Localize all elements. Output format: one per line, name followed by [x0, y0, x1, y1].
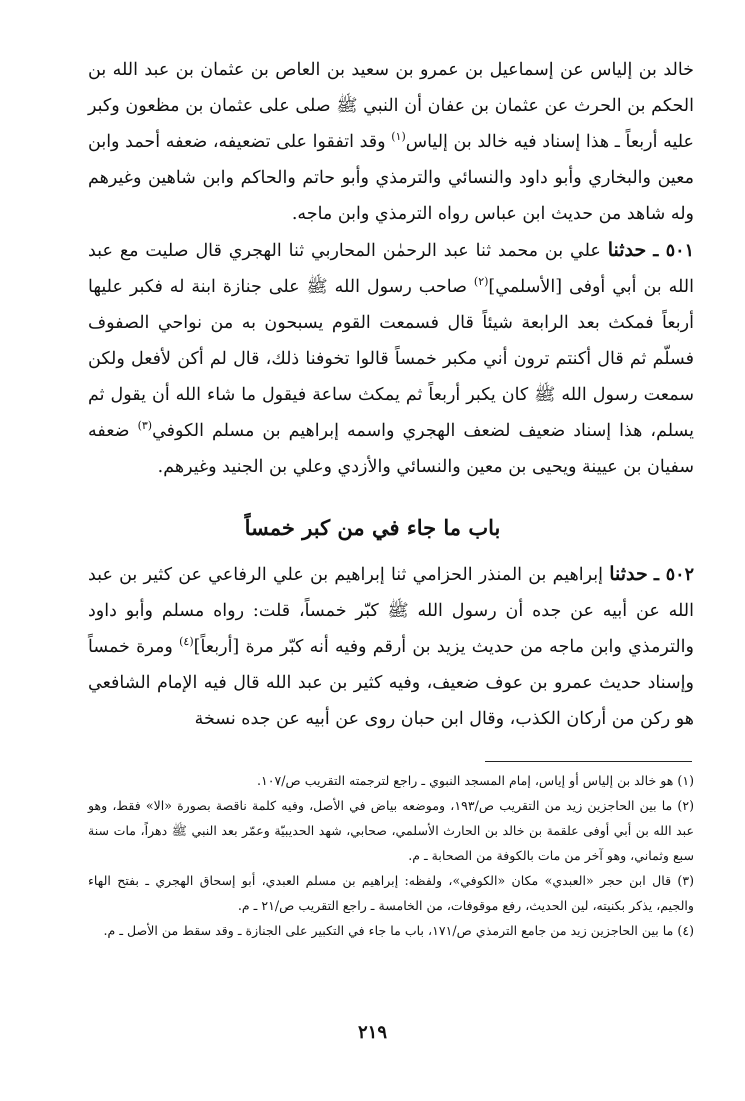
hadith-opening: حدثنا — [609, 563, 648, 585]
footnote-ref-3[interactable]: (٣) — [137, 419, 153, 433]
footnote-4: (٤) ما بين الحاجزين زيد من جامع الترمذي ص/١٧١، باب ما جاء في التكبير على الجنازة ـ وقد سقط من الأصل ـ م. — [103, 923, 694, 938]
footnote-divider — [485, 761, 692, 762]
paragraph-text: وقد اتفقوا على تضعيفه، ضعفه أحمد وابن معين والبخاري وأبو داود والنسائي والترمذي وأبو حاتم والحاكم وابن شاهين وغيرهم وله شاهد من حديث ابن عباس رواه الترمذي وابن ماجه. — [88, 132, 694, 224]
hadith-text: إبراهيم بن المنذر الحزامي ثنا إبراهيم بن علي الرفاعي عن كثير بن عبد الله عن أبيه عن جده أن رسول الله ﷺ كبّر خمساً، قلت: رواه مسلم وأبو داود والترمذي وابن ماجه من حديث يزيد بن أرقم وفيه أنه كبّر مرة [أربعاً] — [88, 565, 694, 657]
footnotes — [88, 768, 694, 943]
hadith-number: ٥٠٢ ـ — [653, 565, 694, 585]
footnote-2: (٢) ما بين الحاجزين زيد من التقريب ص/١٩٣، وموضعه بياض في الأصل، وفيه كلمة ناقصة بصورة «الا» فقط، وهو عبد الله بن أبي أوفى علقمة بن خالد بن الحارث الأسلمي، صحابي، شهد الحديبيّة وعمّر بعد النبي ﷺ دهراً، مات سنة سبع وثماني، وهو آخر من مات بالكوفة من الصحابة ـ م. — [88, 798, 694, 863]
hadith-text: ضعفه سفيان بن عيينة ويحيى بن معين والنسائي والأزدي وعلي بن الجنيد وغيرهم. — [88, 421, 694, 477]
paragraph-continuation — [88, 52, 694, 232]
chapter-heading: باب ما جاء في من كبر خمساً — [244, 515, 501, 540]
paragraph-text: خالد بن إلياس عن إسماعيل بن عمرو بن سعيد بن العاص بن عثمان بن عبد الله بن الحكم بن الحرث عن عثمان بن عفان أن النبي ﷺ صلى على عثمان بن مظعون وكبر عليه أربعاً ـ هذا إسناد فيه خالد بن إلياس — [88, 60, 694, 152]
hadith-text: صاحب رسول الله ﷺ على جنازة ابنة له فكبر عليها أربعاً فمكث بعد الرابعة شيئاً قال فسمعت القوم يسبحون به من نواحي الصفوف فسلّم ثم قال أكنتم ترون أني مكبر خمساً قالوا تخوفنا ذلك، قال لم أكن لأفعل ولكن سمعت رسول الله ﷺ كان يكبر أربعاً ثم يمكث ساعة فيقول ما شاء الله أن يقول ثم يسلم، هذا إسناد ضعيف لضعف الهجري واسمه إبراهيم بن مسلم الكوفي — [88, 277, 694, 441]
hadith-number: ٥٠١ ـ — [653, 241, 694, 261]
hadith-502 — [88, 556, 694, 737]
footnote-3: (٣) قال ابن حجر «العبدي» مكان «الكوفي»، ولفظه: إبراهيم بن مسلم العبدي، أبو إسحاق الهجري ـ بفتح الهاء والجيم، يذكر بكنيته، لين الحديث، رفع موقوفات، من الخامسة ـ راجع التقريب ص/٢١ ـ م. — [88, 873, 694, 913]
hadith-text: علي بن محمد ثنا عبد الرحمٰن المحاربي ثنا الهجري قال صليت مع عبد الله بن أبي أوفى [الأسلمي] — [88, 241, 694, 297]
hadith-text: ومرة خمساً وإسناد حديث عمرو بن عوف ضعيف، وفيه كثير بن عبد الله قال فيه الإمام الشافعي هو ركن من أركان الكذب، وقال ابن حبان روى عن أبيه عن جده نسخة — [88, 637, 694, 729]
hadith-501 — [88, 232, 694, 485]
footnote-1: (١) هو خالد بن إلياس أو إياس، إمام المسجد النبوي ـ راجع لترجمته التقريب ص/١٠٧. — [256, 773, 694, 788]
hadith-opening: حدثنا — [607, 239, 647, 261]
footnote-ref-2[interactable]: (٢) — [473, 275, 489, 289]
page-number: ٢١٩ — [357, 1022, 387, 1043]
footnote-ref-1[interactable]: (١) — [391, 130, 406, 144]
footnote-ref-4[interactable]: (٤) — [179, 635, 194, 649]
